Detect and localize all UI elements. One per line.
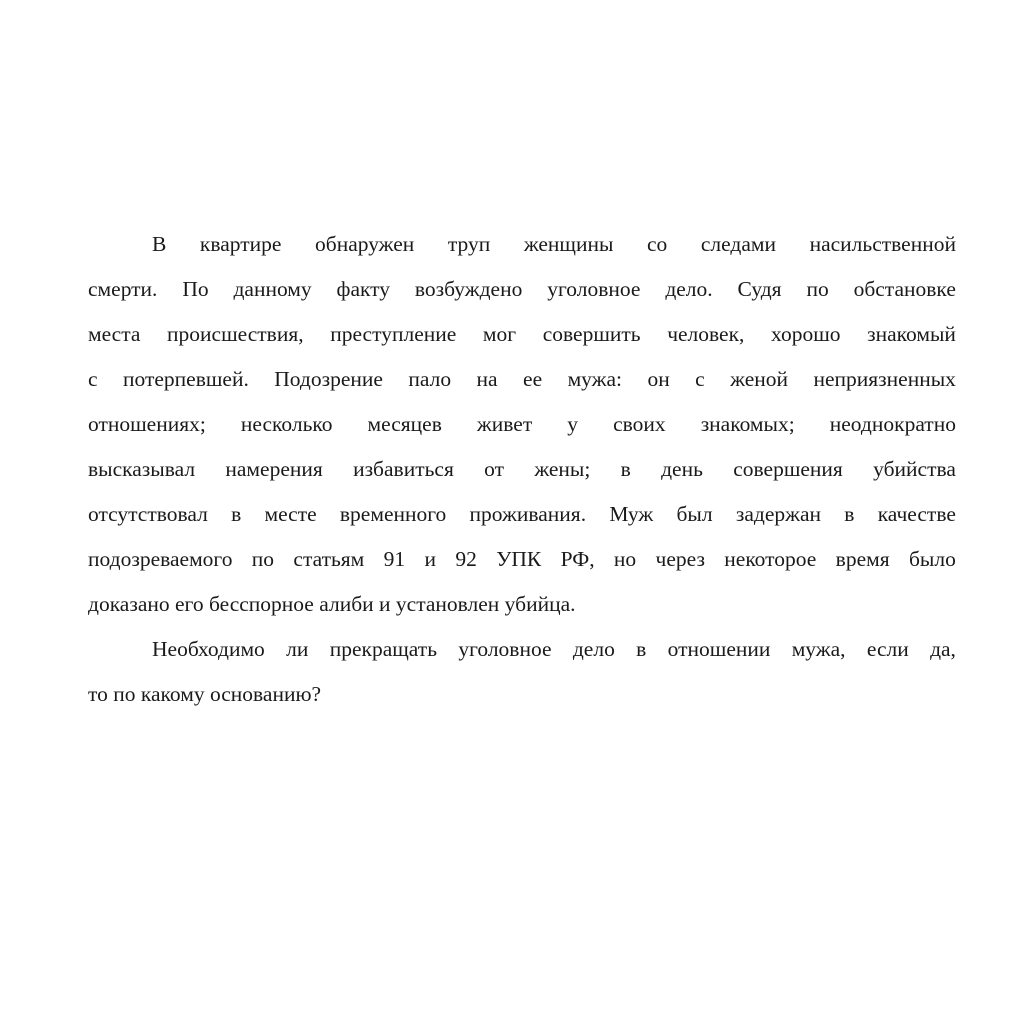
case-description-paragraph: [88, 222, 956, 627]
word: РФ,: [560, 547, 595, 571]
word: данному: [233, 277, 312, 301]
word: отношениях;: [88, 412, 206, 436]
text-line: доказано его бесспорное алиби и установлен убийца.: [88, 592, 576, 616]
word: по: [251, 547, 275, 571]
word: убийства: [873, 457, 956, 481]
word: задержан: [735, 502, 822, 526]
word: происшествия,: [167, 322, 304, 346]
word: несколько: [240, 412, 333, 436]
word: совершить: [542, 322, 641, 346]
word: избавиться: [353, 457, 454, 481]
word: факту: [336, 277, 391, 301]
word: да,: [930, 637, 956, 661]
text-line: [88, 267, 956, 312]
word: с: [88, 367, 98, 391]
word: ли: [286, 637, 309, 661]
word: и: [424, 547, 436, 571]
word: мужа:: [567, 367, 623, 391]
word: с: [695, 367, 705, 391]
text-line: [88, 357, 956, 402]
question-paragraph: [88, 627, 956, 717]
word: намерения: [225, 457, 323, 481]
word: места: [88, 322, 141, 346]
word: от: [484, 457, 505, 481]
word: но: [613, 547, 637, 571]
word: высказывал: [88, 457, 196, 481]
word: мужа,: [791, 637, 846, 661]
text-line: [88, 447, 956, 492]
word: Судя: [737, 277, 782, 301]
word: насильственной: [809, 232, 956, 256]
text-line: [88, 537, 956, 582]
word: месте: [264, 502, 317, 526]
word: пало: [408, 367, 452, 391]
word: он: [647, 367, 670, 391]
word: уголовное: [547, 277, 641, 301]
word: Необходимо: [152, 637, 265, 661]
word: Подозрение: [274, 367, 383, 391]
word: прекращать: [329, 637, 437, 661]
word: временного: [339, 502, 447, 526]
word: если: [866, 637, 909, 661]
word: смерти.: [88, 277, 158, 301]
word: женщины: [523, 232, 614, 256]
word: обнаружен: [315, 232, 415, 256]
word: В: [152, 232, 167, 256]
word: со: [647, 232, 668, 256]
word: был: [676, 502, 713, 526]
word: статьям: [293, 547, 365, 571]
word: 92: [455, 547, 477, 571]
word: через: [655, 547, 705, 571]
text-line: [88, 627, 956, 672]
word: следами: [700, 232, 776, 256]
word: возбуждено: [414, 277, 523, 301]
word: знакомый: [867, 322, 956, 346]
word: на: [476, 367, 498, 391]
word: подозреваемого: [88, 547, 233, 571]
word: месяцев: [367, 412, 442, 436]
word: знакомых;: [700, 412, 795, 436]
word: время: [835, 547, 890, 571]
word: Муж: [609, 502, 654, 526]
word: отношении: [667, 637, 771, 661]
word: обстановке: [853, 277, 956, 301]
word: в: [231, 502, 242, 526]
word: человек,: [667, 322, 745, 346]
text-line: [88, 402, 956, 447]
word: мог: [482, 322, 517, 346]
word: дело: [572, 637, 615, 661]
word: неприязненных: [813, 367, 956, 391]
word: квартире: [199, 232, 282, 256]
word: по: [806, 277, 829, 301]
word: проживания.: [469, 502, 587, 526]
word: живет: [476, 412, 533, 436]
word: ее: [523, 367, 543, 391]
word: день: [661, 457, 703, 481]
word: отсутствовал: [88, 502, 208, 526]
word: в: [636, 637, 647, 661]
word: УПК: [496, 547, 542, 571]
word: в: [620, 457, 631, 481]
word: уголовное: [458, 637, 552, 661]
text-line: [88, 492, 956, 537]
word: у: [567, 412, 579, 436]
document-page: [88, 222, 956, 717]
word: неоднократно: [829, 412, 956, 436]
word: женой: [730, 367, 789, 391]
word: дело.: [665, 277, 713, 301]
word: жены;: [534, 457, 591, 481]
text-line: то по какому основанию?: [88, 682, 322, 706]
text-line: [88, 222, 956, 267]
word: совершения: [733, 457, 843, 481]
word: было: [908, 547, 956, 571]
word: 91: [383, 547, 406, 571]
word: По: [182, 277, 209, 301]
word: некоторое: [724, 547, 817, 571]
word: своих: [613, 412, 666, 436]
word: труп: [447, 232, 491, 256]
word: потерпевшей.: [122, 367, 249, 391]
word: хорошо: [771, 322, 841, 346]
word: преступление: [330, 322, 457, 346]
word: качестве: [877, 502, 956, 526]
text-line: [88, 312, 956, 357]
word: в: [844, 502, 855, 526]
